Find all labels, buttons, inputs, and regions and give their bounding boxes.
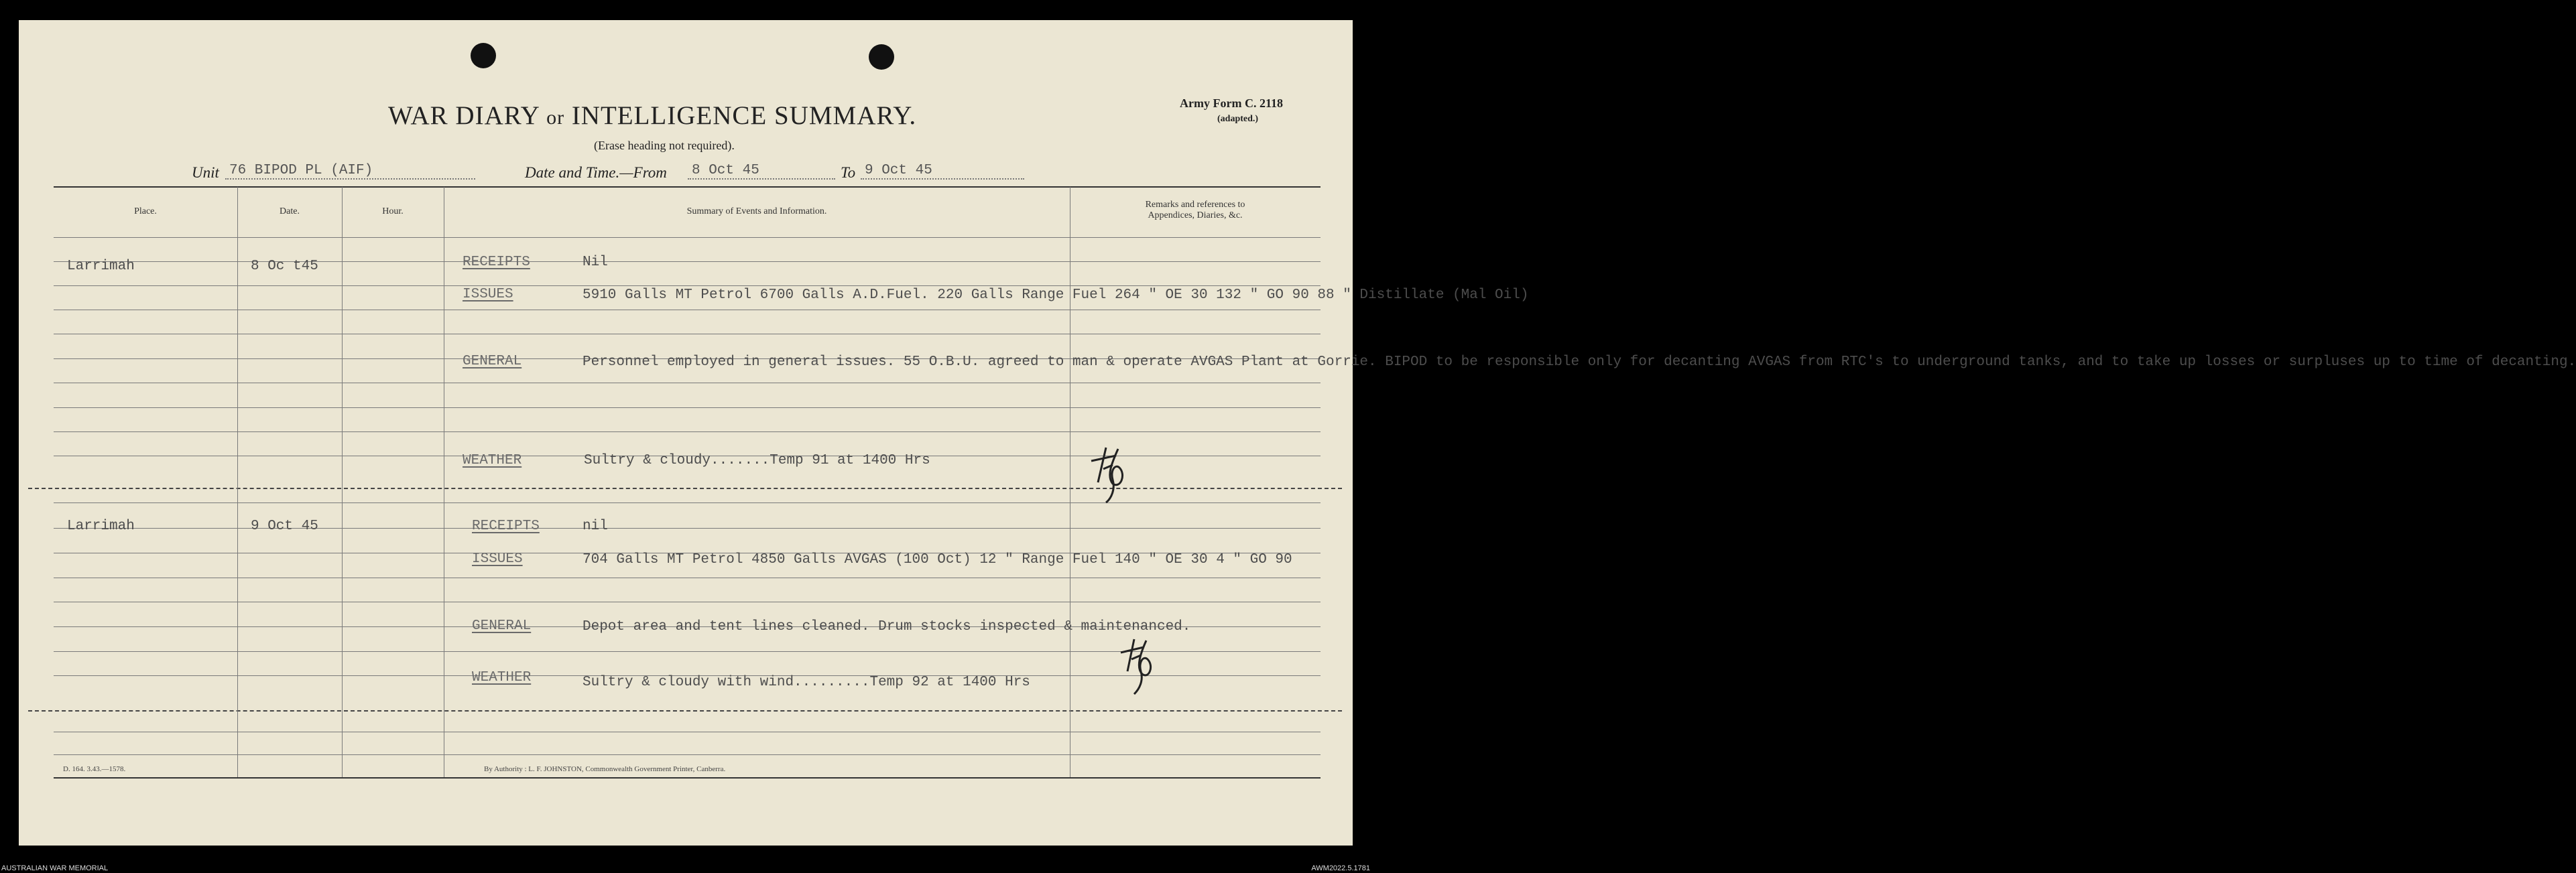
unit-value: 76 BIPOD PL (AIF) (225, 163, 475, 180)
form-number: Army Form C. 2118 (1180, 96, 1283, 110)
entry-1-place: Larrimah (67, 259, 135, 274)
date-from-value: 8 Oct 45 (688, 163, 835, 180)
entry-divider-2 (28, 710, 1342, 712)
archive-caption-left: AUSTRALIAN WAR MEMORIAL (1, 864, 109, 872)
column-rule-date (342, 187, 343, 777)
unit-label: Unit (192, 164, 219, 181)
entry-2-date: 9 Oct 45 (251, 519, 318, 534)
entry-2-receipts-label: RECEIPTS (472, 519, 540, 534)
entry-1-general: Personnel employed in general issues. 55 O.B.U. agreed to man & operate AVGAS Plant at Gorrie. BIPOD to be responsible only for decanting AVGAS from RTC's to underground tanks, and to take up losses or surpluses up to time of decanting. (582, 354, 2576, 370)
document-page (19, 20, 2576, 846)
column-header-hour: Hour. (382, 206, 404, 216)
column-header-summary: Summary of Events and Information. (686, 206, 827, 216)
printer-authority: By Authority : L. F. JOHNSTON, Commonwealth Government Printer, Canberra. (484, 765, 726, 773)
column-rule-place (237, 187, 238, 777)
entry-1-weather-label: WEATHER (463, 453, 522, 468)
entry-1-issues: 5910 Galls MT Petrol 6700 Galls A.D.Fuel. 220 Galls Range Fuel 264 " OE 30 132 " GO 90 88 " Distillate (Mal Oil) (582, 287, 1529, 303)
entry-1-receipts: Nil (582, 255, 608, 270)
print-code: D. 164. 3.43.—1578. (63, 765, 126, 773)
entry-2-place: Larrimah (67, 519, 135, 534)
column-header-remarks: Remarks and references to Appendices, Diaries, &c. (1145, 200, 1245, 220)
entry-2-general: Depot area and tent lines cleaned. Drum stocks inspected & maintenanced. (582, 619, 1191, 634)
entry-1-date: 8 Oc t45 (251, 259, 318, 274)
initials-signature-2 (1117, 634, 1170, 698)
entry-2-issues-label: ISSUES (472, 551, 523, 567)
date-to-label: To (841, 164, 856, 181)
punch-hole-right (869, 44, 894, 70)
form-adapted: (adapted.) (1217, 114, 1259, 124)
column-header-place: Place. (134, 206, 157, 216)
date-to-value: 9 Oct 45 (861, 163, 1024, 180)
entry-2-weather-label: WEATHER (472, 670, 532, 685)
archive-caption-right: AWM2022.5.1781 (1311, 864, 1370, 872)
entry-1-issues-label: ISSUES (463, 287, 513, 302)
entry-1-general-label: GENERAL (463, 354, 522, 369)
column-header-date: Date. (280, 206, 300, 216)
entry-2-weather: Sultry & cloudy with wind.........Temp 92 at 1400 Hrs (582, 675, 1030, 690)
initials-signature-1 (1086, 441, 1146, 508)
table-bottom-rule (54, 777, 1321, 779)
page-subtitle: (Erase heading not required). (594, 139, 735, 152)
punch-hole-left (471, 43, 496, 68)
entry-2-general-label: GENERAL (472, 618, 532, 634)
entry-2-issues: 704 Galls MT Petrol 4850 Galls AVGAS (100 Oct) 12 " Range Fuel 140 " OE 30 4 " GO 90 (582, 552, 1292, 567)
table-top-rule (54, 186, 1321, 188)
page-title: WAR DIARY or INTELLIGENCE SUMMARY. (388, 101, 917, 130)
entry-1-receipts-label: RECEIPTS (463, 255, 530, 270)
entry-1-weather: Sultry & cloudy.......Temp 91 at 1400 Hrs (584, 453, 930, 468)
entry-2-receipts: nil (582, 519, 608, 534)
header-bottom-rule (54, 237, 1321, 238)
date-from-label: Date and Time.—From (525, 164, 667, 181)
